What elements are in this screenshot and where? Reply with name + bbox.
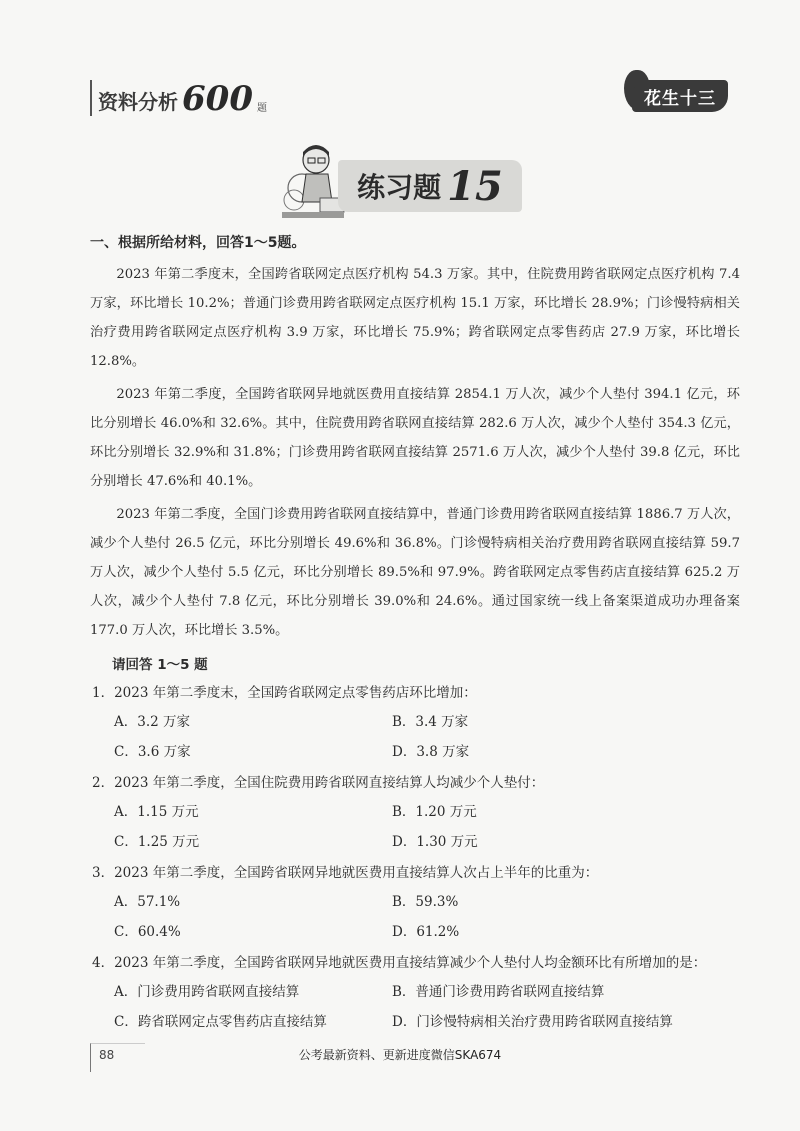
material-paragraph-3: 2023 年第二季度，全国门诊费用跨省联网直接结算中，普通门诊费用跨省联网直接结算 1886.7 万人次，减少个人垫付 26.5 亿元，环比分别增长 49.6%和 36.8%。门诊慢特病相关治疗费用跨省联网直接结算 59.7 万人次，减少个人垫付 5.5 亿元，环比分别增长 89.5%和 97.9%。跨省联网定点零售药店直接结算 625.2 万人次，减少个人垫付 7.8 亿元，环比分别增长 39.0%和 24.6%。通过国家统一线上备案渠道成功办理备案 177.0 万人次，环比增长 3.5%。: [90, 507, 740, 638]
option-b: B．1.20 万元: [392, 804, 477, 820]
option-b: B．3.4 万家: [392, 714, 469, 730]
option-d: D．61.2%: [392, 924, 460, 940]
book-series-header: [90, 79, 267, 119]
option-c: C．跨省联网定点零售药店直接结算: [114, 1014, 327, 1030]
brand-logo: 花生十三: [632, 80, 728, 112]
series-number: 600: [182, 79, 253, 119]
option-c: C．3.6 万家: [114, 744, 191, 760]
option-d: D．1.30 万元: [392, 834, 478, 850]
option-b: B．59.3%: [392, 894, 459, 910]
question-stem: 4．2023 年第二季度，全国跨省联网异地就医费用直接结算减少个人垫付人均金额环比有所增加的是：: [92, 955, 707, 971]
exercise-number: 15: [447, 162, 503, 210]
option-a: A．57.1%: [114, 894, 181, 910]
questions-prompt: 请回答 1～5 题: [112, 657, 208, 673]
question-1: [90, 679, 740, 767]
answer-options: [90, 797, 740, 857]
question-2: [90, 769, 740, 857]
answer-options: [90, 977, 740, 1037]
question-3: [90, 859, 740, 947]
page-number: 88: [90, 1043, 145, 1072]
option-a: A．门诊费用跨省联网直接结算: [114, 984, 300, 1000]
option-a: A．1.15 万元: [114, 804, 199, 820]
option-c: C．60.4%: [114, 924, 181, 940]
exercise-label: 练习题: [357, 171, 442, 204]
material-paragraph-1: 2023 年第二季度末，全国跨省联网定点医疗机构 54.3 万家。其中，住院费用跨省联网定点医疗机构 7.4 万家，环比增长 10.2%；普通门诊费用跨省联网定点医疗机构 15.1 万家，环比增长 28.9%；门诊慢特病相关治疗费用跨省联网定点医疗机构 3.9 万家，环比增长 75.9%；跨省联网定点零售药店 27.9 万家，环比增长 12.8%。: [90, 267, 740, 369]
answer-options: [90, 887, 740, 947]
option-c: C．1.25 万元: [114, 834, 200, 850]
answer-options: [90, 707, 740, 767]
section-heading: 一、根据所给材料，回答1～5题。: [90, 235, 306, 251]
option-d: D．3.8 万家: [392, 744, 470, 760]
series-title: 资料分析: [98, 90, 178, 114]
exercise-title: [338, 160, 522, 212]
series-suffix: 题: [256, 103, 267, 114]
question-stem: 1．2023 年第二季度末，全国跨省联网定点零售药店环比增加：: [92, 685, 477, 701]
question-section: [90, 232, 740, 1037]
question-stem: 3．2023 年第二季度，全国跨省联网异地就医费用直接结算人次占上半年的比重为：: [92, 865, 599, 881]
question-4: [90, 949, 740, 1037]
material-paragraph-2: 2023 年第二季度，全国跨省联网异地就医费用直接结算 2854.1 万人次，减少个人垫付 394.1 亿元，环比分别增长 46.0%和 32.6%。其中，住院费用跨省联网直接结算 282.6 万人次，减少个人垫付 354.3 亿元，环比分别增长 32.9%和 31.8%；门诊费用跨省联网直接结算 2571.6 万人次，减少个人垫付 39.8 亿元，环比分别增长 47.6%和 40.1%。: [90, 387, 740, 489]
question-stem: 2．2023 年第二季度，全国住院费用跨省联网直接结算人均减少个人垫付：: [92, 775, 545, 791]
option-a: A．3.2 万家: [114, 714, 191, 730]
option-d: D．门诊慢特病相关治疗费用跨省联网直接结算: [392, 1014, 673, 1030]
option-b: B．普通门诊费用跨省联网直接结算: [392, 984, 605, 1000]
footer-note: 公考最新资料、更新进度微信SKA674: [298, 1048, 502, 1062]
